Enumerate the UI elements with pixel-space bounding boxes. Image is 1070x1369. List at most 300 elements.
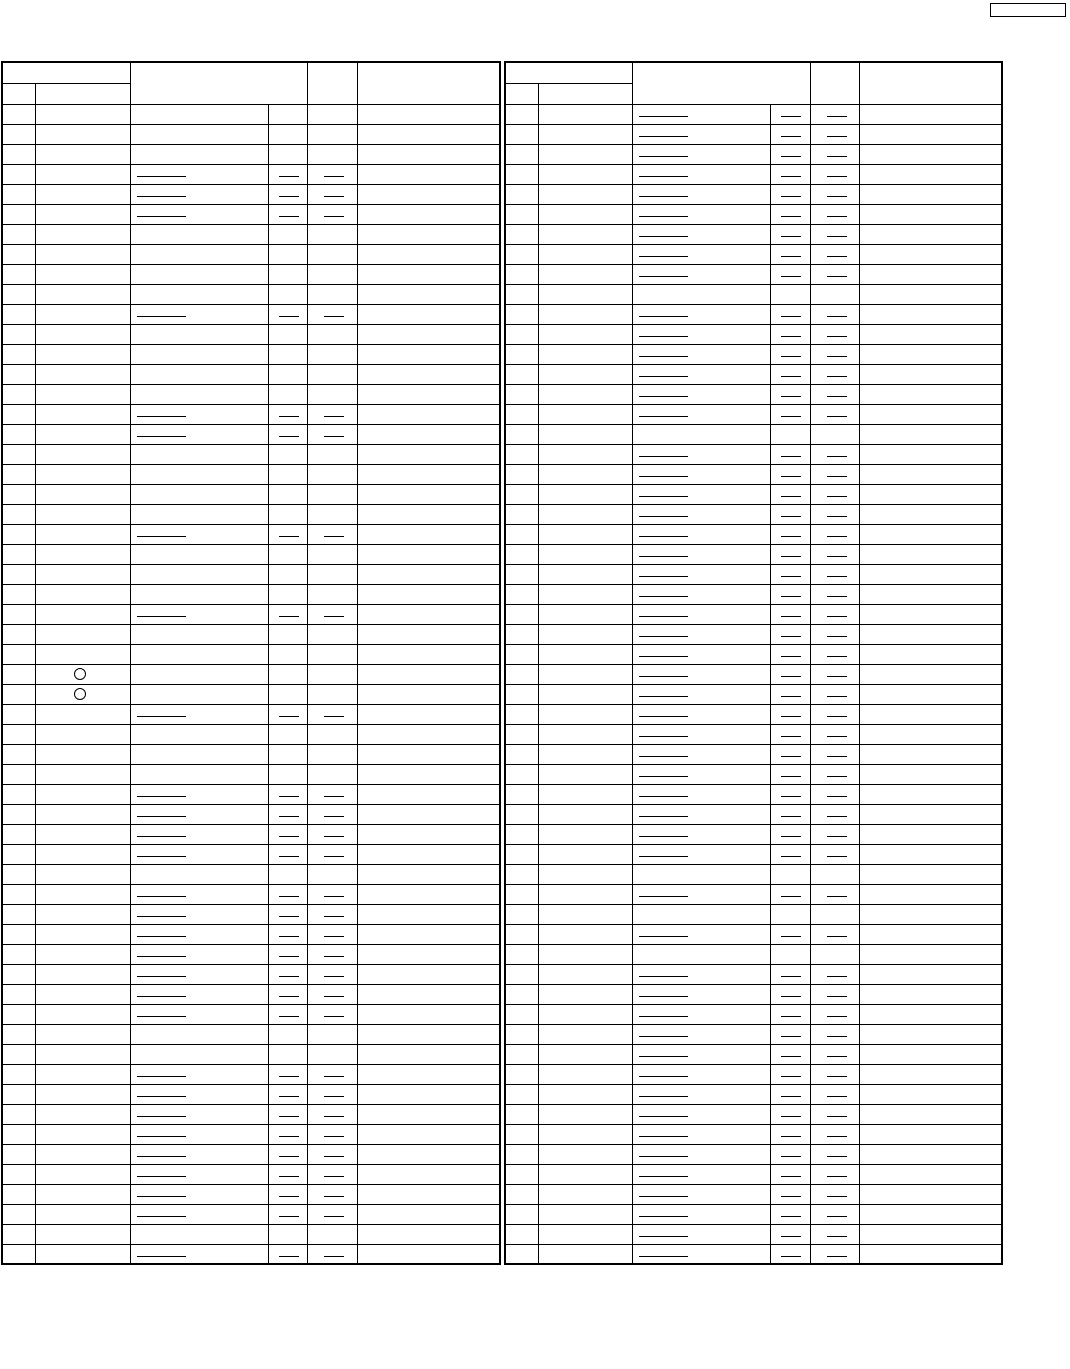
- part-no-cell: [632, 664, 770, 684]
- part-no-cell: [130, 1004, 268, 1024]
- part-no-cell: [632, 684, 770, 704]
- variant-cell: [268, 884, 307, 904]
- variant-cell: [268, 744, 307, 764]
- part-no-cell: [130, 1104, 268, 1124]
- pcs-line: [827, 1136, 847, 1137]
- pcs-cell: [810, 824, 859, 844]
- pcs-cell: [810, 104, 859, 124]
- ref-name-cell: [35, 684, 130, 704]
- table-row: [2, 1224, 500, 1244]
- pcs-line: [827, 1256, 847, 1257]
- variant-cell: [268, 1164, 307, 1184]
- pcs-line: [324, 1156, 344, 1157]
- remarks-cell: [859, 224, 1002, 244]
- remarks-cell: [859, 1024, 1002, 1044]
- part-no-cell: [130, 384, 268, 404]
- table-row: [2, 464, 500, 484]
- variant-line: [781, 1176, 801, 1177]
- ref-group-header: [505, 62, 632, 83]
- variant-cell: [770, 1124, 810, 1144]
- ref-no-cell: [2, 264, 35, 284]
- variant-cell: [268, 624, 307, 644]
- part-no-line: [639, 696, 688, 697]
- ref-no-cell: [505, 1044, 538, 1064]
- ref-no-cell: [505, 724, 538, 744]
- pcs-line: [827, 116, 847, 117]
- part-no-cell: [130, 184, 268, 204]
- table-row: [2, 104, 500, 124]
- variant-cell: [268, 844, 307, 864]
- variant-cell: [770, 1024, 810, 1044]
- pcs-line: [827, 1056, 847, 1057]
- variant-line: [279, 1216, 299, 1217]
- remarks-cell: [859, 444, 1002, 464]
- pcs-line: [827, 596, 847, 597]
- part-no-line: [137, 976, 186, 977]
- pcs-line: [324, 996, 344, 997]
- variant-cell: [268, 104, 307, 124]
- table-row: [505, 1044, 1002, 1064]
- remarks-cell: [859, 1044, 1002, 1064]
- parts-table-left: [1, 61, 501, 1265]
- remarks-cell: [859, 964, 1002, 984]
- remarks-cell: [357, 584, 500, 604]
- pcs-line: [324, 1076, 344, 1077]
- remarks-cell: [859, 824, 1002, 844]
- variant-line: [781, 796, 801, 797]
- pcs-line: [827, 196, 847, 197]
- table-row: [2, 964, 500, 984]
- ref-no-cell: [505, 1204, 538, 1224]
- part-no-line: [639, 756, 688, 757]
- part-no-cell: [632, 604, 770, 624]
- table-row: [505, 364, 1002, 384]
- part-no-cell: [632, 304, 770, 324]
- ref-name-cell: [35, 164, 130, 184]
- remarks-cell: [357, 764, 500, 784]
- ref-no-cell: [2, 604, 35, 624]
- part-no-line: [137, 796, 186, 797]
- part-no-line: [639, 456, 688, 457]
- pcs-line: [324, 816, 344, 817]
- part-no-cell: [632, 1224, 770, 1244]
- part-no-cell: [130, 924, 268, 944]
- variant-cell: [770, 624, 810, 644]
- variant-cell: [268, 824, 307, 844]
- ref-name-cell: [35, 1024, 130, 1044]
- remarks-cell: [357, 364, 500, 384]
- pcs-cell: [810, 1024, 859, 1044]
- table-row: [505, 1024, 1002, 1044]
- table-row: [2, 664, 500, 684]
- pcs-line: [324, 1256, 344, 1257]
- pcs-line: [827, 1116, 847, 1117]
- ref-no-cell: [505, 804, 538, 824]
- remarks-cell: [859, 864, 1002, 884]
- pcs-line: [827, 716, 847, 717]
- table-row: [2, 1244, 500, 1264]
- ref-no-cell: [505, 1004, 538, 1024]
- remarks-cell: [357, 744, 500, 764]
- pcs-cell: [810, 904, 859, 924]
- part-no-cell: [632, 544, 770, 564]
- variant-cell: [770, 184, 810, 204]
- variant-cell: [268, 404, 307, 424]
- pcs-line: [827, 1196, 847, 1197]
- pcs-cell: [307, 144, 357, 164]
- pcs-cell: [307, 524, 357, 544]
- table-row: [2, 924, 500, 944]
- ref-name-cell: [538, 1204, 632, 1224]
- pcs-cell: [810, 624, 859, 644]
- part-no-cell: [632, 904, 770, 924]
- remarks-cell: [859, 684, 1002, 704]
- variant-cell: [770, 884, 810, 904]
- remarks-cell: [357, 964, 500, 984]
- ref-no-cell: [505, 604, 538, 624]
- part-no-cell: [130, 884, 268, 904]
- part-no-line: [137, 916, 186, 917]
- table-row: [505, 384, 1002, 404]
- pcs-line: [827, 236, 847, 237]
- part-no-line: [639, 1036, 688, 1037]
- remarks-cell: [357, 1084, 500, 1104]
- part-no-cell: [130, 244, 268, 264]
- variant-line: [781, 556, 801, 557]
- table-row: [505, 564, 1002, 584]
- part-no-cell: [130, 564, 268, 584]
- variant-cell: [268, 304, 307, 324]
- ref-name-cell: [35, 1204, 130, 1224]
- table-row: [505, 1184, 1002, 1204]
- part-no-cell: [130, 744, 268, 764]
- part-no-line: [137, 1136, 186, 1137]
- ref-name-cell: [538, 884, 632, 904]
- variant-cell: [770, 964, 810, 984]
- pcs-header: [307, 62, 357, 104]
- part-no-cell: [632, 624, 770, 644]
- variant-cell: [268, 764, 307, 784]
- ref-no-cell: [2, 904, 35, 924]
- variant-line: [781, 496, 801, 497]
- ref-no-cell: [505, 1164, 538, 1184]
- variant-line: [279, 536, 299, 537]
- ref-name-cell: [35, 444, 130, 464]
- variant-cell: [268, 444, 307, 464]
- variant-line: [781, 576, 801, 577]
- part-no-cell: [632, 524, 770, 544]
- ref-no-cell: [2, 1004, 35, 1024]
- ref-name-cell: [538, 804, 632, 824]
- remarks-cell: [357, 704, 500, 724]
- part-no-line: [639, 196, 688, 197]
- ref-name-cell: [35, 1124, 130, 1144]
- part-no-line: [639, 736, 688, 737]
- pcs-cell: [810, 1104, 859, 1124]
- ref-no-cell: [2, 524, 35, 544]
- pcs-line: [827, 836, 847, 837]
- pcs-cell: [810, 524, 859, 544]
- variant-cell: [770, 244, 810, 264]
- remarks-cell: [357, 1064, 500, 1084]
- ref-no-cell: [505, 484, 538, 504]
- table-row: [2, 424, 500, 444]
- variant-cell: [770, 804, 810, 824]
- pcs-cell: [810, 564, 859, 584]
- ref-no-cell: [505, 1084, 538, 1104]
- remarks-cell: [357, 544, 500, 564]
- part-no-line: [639, 396, 688, 397]
- pcs-cell: [307, 344, 357, 364]
- part-no-cell: [130, 1024, 268, 1044]
- part-no-cell: [632, 1204, 770, 1224]
- part-no-line: [137, 316, 186, 317]
- variant-line: [279, 316, 299, 317]
- part-no-cell: [632, 1164, 770, 1184]
- ref-no-cell: [2, 664, 35, 684]
- variant-line: [781, 1076, 801, 1077]
- table-row: [505, 1064, 1002, 1084]
- remarks-cell: [357, 944, 500, 964]
- ref-no-cell: [505, 644, 538, 664]
- variant-cell: [268, 564, 307, 584]
- table-row: [2, 864, 500, 884]
- variant-cell: [268, 964, 307, 984]
- variant-cell: [268, 984, 307, 1004]
- variant-cell: [770, 324, 810, 344]
- variant-cell: [268, 784, 307, 804]
- ref-no-cell: [2, 844, 35, 864]
- ref-no-cell: [505, 104, 538, 124]
- pcs-line: [827, 796, 847, 797]
- ref-name-cell: [538, 1224, 632, 1244]
- remarks-cell: [859, 164, 1002, 184]
- part-no-cell: [130, 824, 268, 844]
- ref-no-cell: [2, 1244, 35, 1264]
- part-no-cell: [632, 244, 770, 264]
- ref-no-cell: [2, 404, 35, 424]
- remarks-cell: [859, 904, 1002, 924]
- ref-name-cell: [538, 104, 632, 124]
- table-row: [505, 264, 1002, 284]
- pcs-cell: [307, 684, 357, 704]
- part-no-cell: [130, 1224, 268, 1244]
- ref-no-header: [2, 83, 35, 104]
- remarks-cell: [357, 324, 500, 344]
- remarks-cell: [859, 804, 1002, 824]
- part-no-line: [137, 856, 186, 857]
- part-no-line: [137, 1196, 186, 1197]
- part-no-cell: [632, 404, 770, 424]
- remarks-cell: [859, 1144, 1002, 1164]
- table-row: [2, 204, 500, 224]
- part-no-line: [639, 256, 688, 257]
- ref-name-cell: [538, 604, 632, 624]
- pcs-cell: [307, 424, 357, 444]
- pcs-line: [827, 396, 847, 397]
- variant-cell: [770, 1104, 810, 1124]
- part-no-line: [639, 656, 688, 657]
- variant-line: [781, 1156, 801, 1157]
- ref-name-cell: [538, 1004, 632, 1024]
- part-no-line: [137, 1176, 186, 1177]
- part-no-cell: [130, 264, 268, 284]
- pcs-line: [827, 1216, 847, 1217]
- pcs-cell: [307, 664, 357, 684]
- part-no-cell: [130, 124, 268, 144]
- part-no-line: [137, 896, 186, 897]
- remarks-cell: [859, 404, 1002, 424]
- variant-line: [781, 1196, 801, 1197]
- ref-name-cell: [538, 1024, 632, 1044]
- part-no-line: [639, 1076, 688, 1077]
- table-row: [505, 884, 1002, 904]
- ref-name-cell: [35, 784, 130, 804]
- part-no-cell: [632, 844, 770, 864]
- pcs-cell: [810, 244, 859, 264]
- table-row: [505, 304, 1002, 324]
- pcs-cell: [810, 344, 859, 364]
- ref-name-cell: [538, 484, 632, 504]
- table-row: [2, 624, 500, 644]
- remarks-cell: [357, 644, 500, 664]
- ref-no-cell: [2, 504, 35, 524]
- part-no-line: [137, 1216, 186, 1217]
- ref-no-cell: [505, 544, 538, 564]
- part-no-line: [639, 116, 688, 117]
- pcs-header: [810, 62, 859, 104]
- part-no-line: [137, 1096, 186, 1097]
- part-no-cell: [130, 504, 268, 524]
- table-row: [2, 504, 500, 524]
- ref-no-cell: [505, 1144, 538, 1164]
- table-row: [2, 804, 500, 824]
- variant-cell: [268, 1204, 307, 1224]
- part-no-cell: [632, 1084, 770, 1104]
- part-no-line: [639, 716, 688, 717]
- remarks-cell: [859, 104, 1002, 124]
- variant-cell: [770, 544, 810, 564]
- table-row: [505, 824, 1002, 844]
- pcs-line: [827, 656, 847, 657]
- ref-name-header: [538, 83, 632, 104]
- table-row: [2, 1024, 500, 1044]
- pcs-cell: [307, 1044, 357, 1064]
- table-row: [2, 1104, 500, 1124]
- part-no-line: [639, 156, 688, 157]
- variant-cell: [770, 744, 810, 764]
- pcs-cell: [810, 144, 859, 164]
- table-row: [505, 624, 1002, 644]
- remarks-cell: [859, 1244, 1002, 1264]
- table-row: [2, 484, 500, 504]
- part-no-cell: [632, 564, 770, 584]
- ref-no-cell: [2, 744, 35, 764]
- ref-name-cell: [35, 1004, 130, 1024]
- remarks-cell: [357, 104, 500, 124]
- variant-line: [781, 996, 801, 997]
- ref-name-cell: [538, 564, 632, 584]
- part-no-cell: [130, 724, 268, 744]
- part-no-cell: [632, 764, 770, 784]
- variant-cell: [770, 1064, 810, 1084]
- table-row: [505, 1244, 1002, 1264]
- variant-line: [781, 756, 801, 757]
- variant-cell: [770, 1244, 810, 1264]
- variant-line: [781, 616, 801, 617]
- variant-cell: [268, 804, 307, 824]
- ref-name-cell: [538, 524, 632, 544]
- variant-cell: [268, 724, 307, 744]
- variant-cell: [770, 864, 810, 884]
- table-row: [505, 664, 1002, 684]
- ref-no-cell: [505, 744, 538, 764]
- variant-line: [279, 836, 299, 837]
- pcs-line: [324, 1096, 344, 1097]
- table-row: [2, 1044, 500, 1064]
- ref-no-cell: [505, 224, 538, 244]
- part-no-cell: [632, 1044, 770, 1064]
- remarks-cell: [357, 884, 500, 904]
- pcs-line: [324, 976, 344, 977]
- ref-name-cell: [35, 1184, 130, 1204]
- variant-line: [781, 1016, 801, 1017]
- variant-cell: [770, 524, 810, 544]
- table-row: [505, 744, 1002, 764]
- variant-cell: [770, 644, 810, 664]
- part-no-cell: [130, 1084, 268, 1104]
- variant-cell: [268, 704, 307, 724]
- variant-line: [781, 256, 801, 257]
- ref-name-cell: [35, 964, 130, 984]
- header-row: [2, 62, 500, 83]
- pcs-cell: [810, 1044, 859, 1064]
- table-row: [2, 704, 500, 724]
- ref-no-cell: [2, 364, 35, 384]
- ref-group-header: [2, 62, 130, 83]
- part-no-cell: [632, 124, 770, 144]
- pcs-line: [324, 916, 344, 917]
- pcs-line: [324, 1116, 344, 1117]
- pcs-line: [827, 216, 847, 217]
- part-no-cell: [632, 1024, 770, 1044]
- pcs-line: [827, 276, 847, 277]
- ref-name-cell: [538, 1104, 632, 1124]
- remarks-cell: [357, 1184, 500, 1204]
- ref-name-cell: [538, 324, 632, 344]
- pcs-line: [827, 156, 847, 157]
- ref-no-cell: [2, 324, 35, 344]
- pcs-cell: [307, 1164, 357, 1184]
- ref-no-cell: [2, 764, 35, 784]
- pcs-cell: [810, 1204, 859, 1224]
- pcs-cell: [810, 924, 859, 944]
- variant-cell: [770, 144, 810, 164]
- variant-cell: [770, 1144, 810, 1164]
- part-no-line: [137, 936, 186, 937]
- ref-name-cell: [538, 984, 632, 1004]
- part-no-line: [639, 1176, 688, 1177]
- pcs-line: [827, 896, 847, 897]
- variant-cell: [770, 724, 810, 744]
- ref-name-cell: [538, 784, 632, 804]
- remarks-cell: [859, 304, 1002, 324]
- table-row: [505, 1224, 1002, 1244]
- part-no-cell: [130, 864, 268, 884]
- ref-name-cell: [35, 404, 130, 424]
- pcs-cell: [810, 504, 859, 524]
- table-row: [2, 604, 500, 624]
